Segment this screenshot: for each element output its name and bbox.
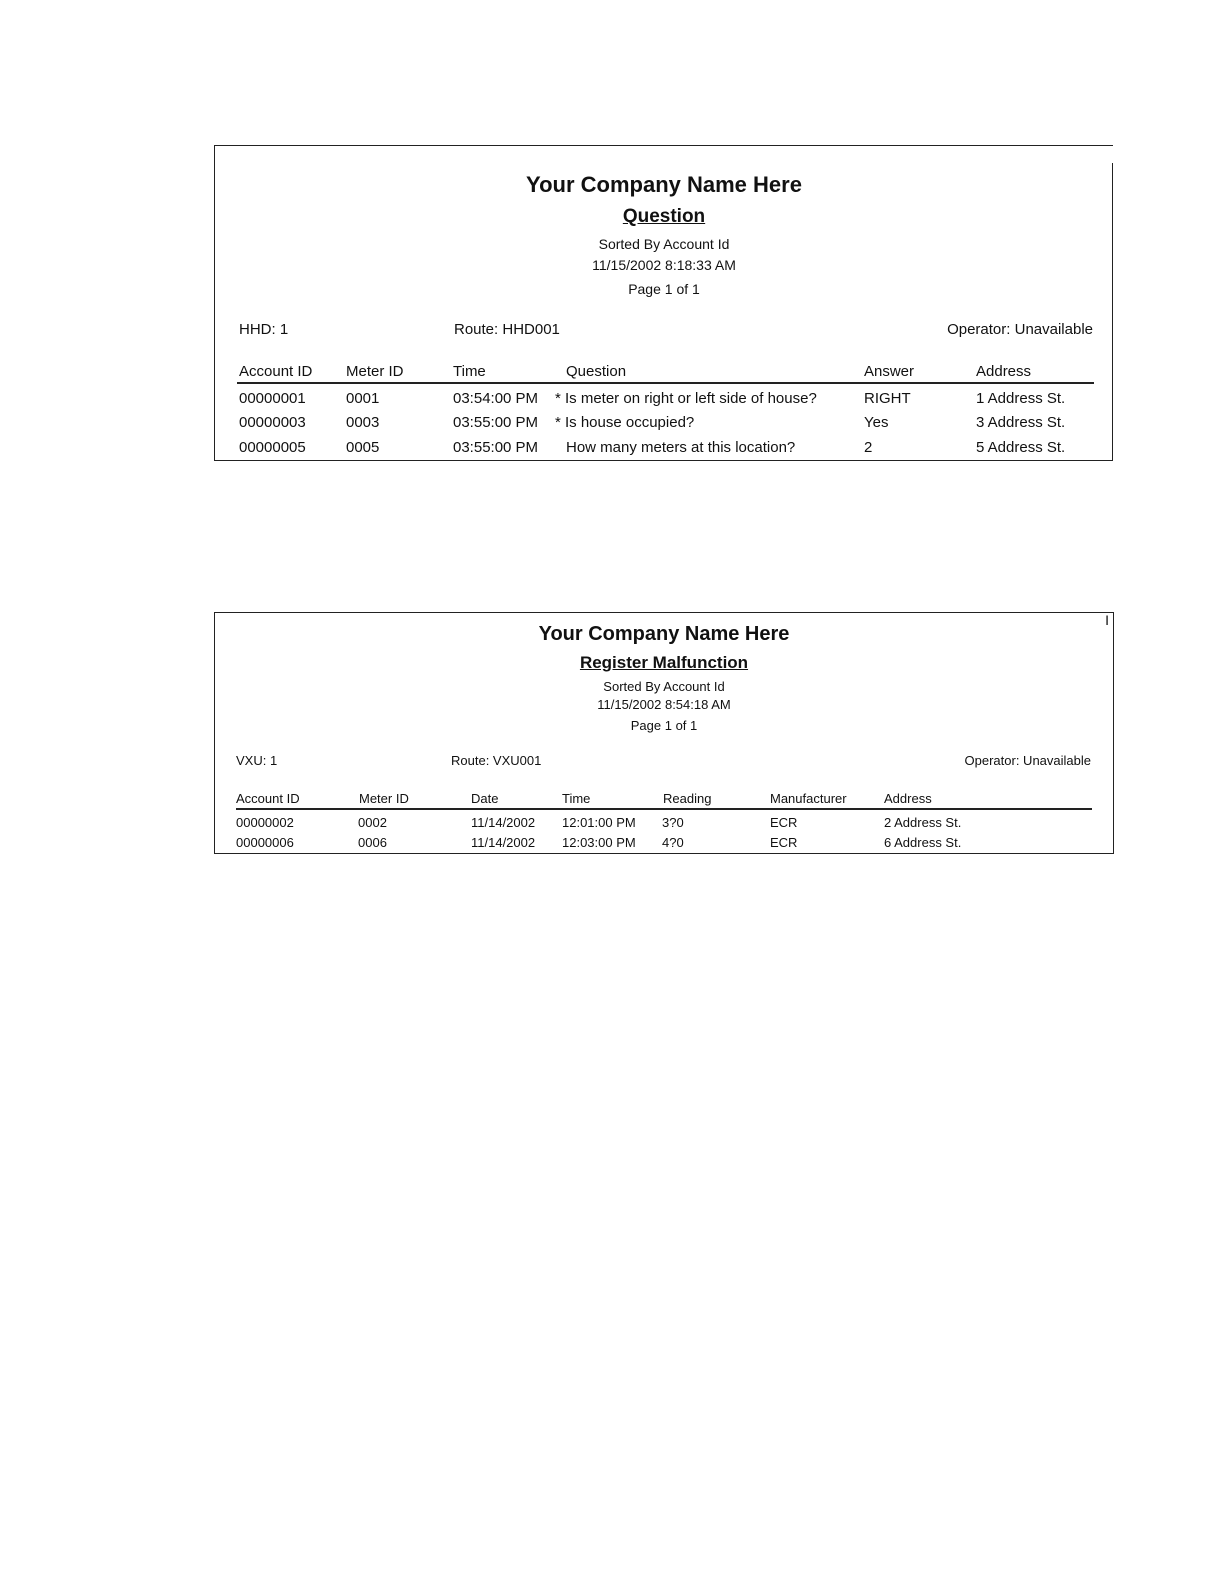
table-cell: 12:03:00 PM — [562, 835, 636, 850]
table-cell: 00000006 — [236, 835, 294, 850]
column-header-meter-id: Meter ID — [359, 791, 409, 806]
table-cell: 03:55:00 PM — [453, 439, 539, 456]
table-cell: 00000003 — [239, 414, 306, 431]
table-cell: 2 Address St. — [884, 815, 962, 830]
column-header-account-id: Account ID — [239, 363, 313, 380]
table-cell: 0003 — [346, 414, 380, 431]
table-cell: 03:54:00 PM — [453, 390, 539, 407]
table-cell: 0001 — [346, 390, 380, 407]
table-cell: 00000002 — [236, 815, 294, 830]
table-cell: 11/14/2002 — [471, 815, 536, 830]
text-cursor-icon: I — [1105, 612, 1109, 628]
table-cell: 12:01:00 PM — [562, 815, 636, 830]
table-cell: RIGHT — [864, 390, 911, 407]
table-cell: How many meters at this location? — [566, 439, 796, 456]
device-label: VXU: 1 — [236, 753, 278, 768]
header-rule — [236, 808, 1092, 810]
table-cell: 3 Address St. — [976, 414, 1066, 431]
page-number: Page 1 of 1 — [630, 718, 698, 733]
column-header-time: Time — [562, 791, 591, 806]
table-cell: 4?0 — [662, 835, 684, 850]
table-cell: 0002 — [358, 815, 387, 830]
operator-label: Operator: Unavailable — [947, 321, 1093, 338]
register-malfunction-report — [214, 612, 1114, 854]
question-report — [214, 145, 1113, 461]
route-label: Route: HHD001 — [454, 321, 560, 338]
table-cell: 3?0 — [662, 815, 684, 830]
table-cell: 2 — [864, 439, 873, 456]
table-cell: 11/14/2002 — [471, 835, 536, 850]
page-number: Page 1 of 1 — [628, 281, 700, 297]
column-header-meter-id: Meter ID — [346, 363, 404, 380]
column-header-question: Question — [566, 363, 627, 380]
column-header-address: Address — [976, 363, 1032, 380]
column-header-reading: Reading — [663, 791, 712, 806]
table-cell: 1 Address St. — [976, 390, 1066, 407]
sorted-by: Sorted By Account Id — [598, 236, 730, 252]
table-cell: ECR — [770, 815, 798, 830]
sorted-by: Sorted By Account Id — [603, 679, 725, 694]
table-cell: 6 Address St. — [884, 835, 962, 850]
table-cell: Yes — [864, 414, 889, 431]
route-label: Route: VXU001 — [451, 753, 542, 768]
column-header-address: Address — [884, 791, 932, 806]
header-rule — [237, 382, 1094, 384]
report-datetime: 11/15/2002 8:54:18 AM — [597, 697, 731, 712]
column-header-manufacturer: Manufacturer — [770, 791, 847, 806]
company-name: Your Company Name Here — [538, 623, 790, 645]
table-cell: 0006 — [358, 835, 387, 850]
column-header-answer: Answer — [864, 363, 915, 380]
table-cell: 00000001 — [239, 390, 306, 407]
table-cell: * Is meter on right or left side of house? — [555, 390, 817, 407]
table-cell: 0005 — [346, 439, 380, 456]
company-name: Your Company Name Here — [526, 172, 802, 197]
table-cell: 5 Address St. — [976, 439, 1066, 456]
table-cell: * Is house occupied? — [555, 414, 695, 431]
column-header-account-id: Account ID — [236, 791, 300, 806]
report-datetime: 11/15/2002 8:18:33 AM — [592, 257, 736, 273]
table-cell: ECR — [770, 835, 798, 850]
column-header-time: Time — [453, 363, 486, 380]
column-header-date: Date — [471, 791, 499, 806]
operator-label: Operator: Unavailable — [964, 753, 1091, 768]
report-title: Register Malfunction — [579, 653, 749, 672]
table-cell: 03:55:00 PM — [453, 414, 539, 431]
device-label: HHD: 1 — [239, 321, 289, 338]
report-title: Question — [622, 206, 706, 227]
table-cell: 00000005 — [239, 439, 306, 456]
